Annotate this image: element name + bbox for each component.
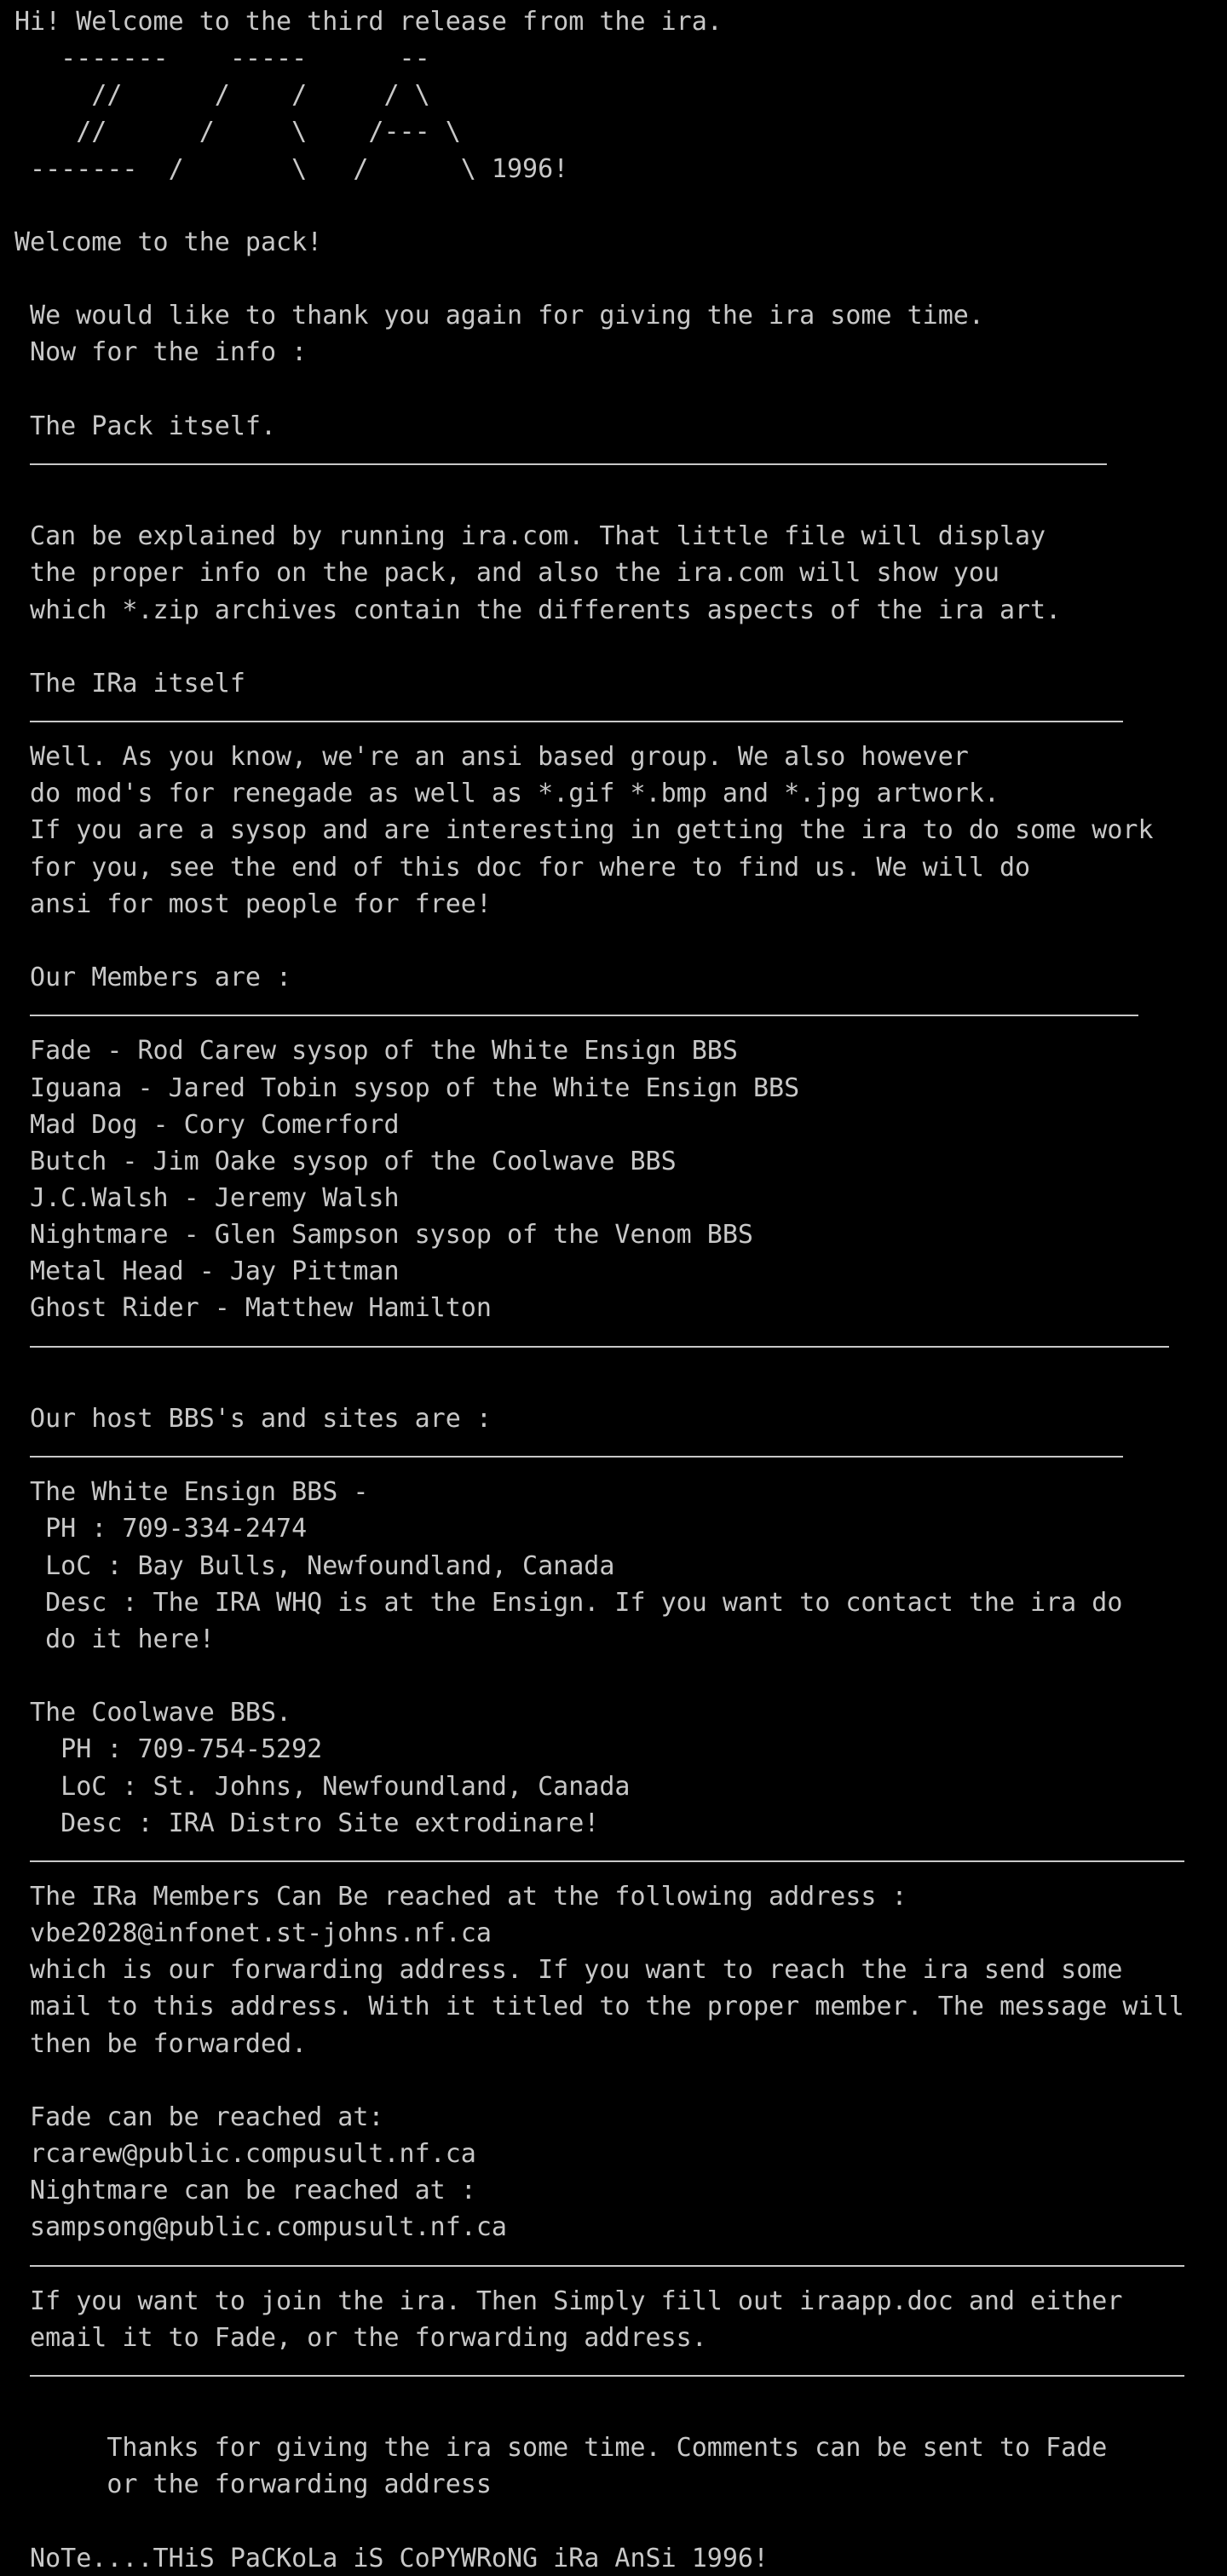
blank-line: [14, 1658, 1184, 1694]
text-line: The IRa itself: [14, 668, 245, 699]
blank-line: [14, 923, 1184, 959]
text-line: Metal Head - Jay Pittman: [14, 1256, 400, 1287]
text-line: do mod's for renegade as well as *.gif *.bmp and *.jpg artwork.: [14, 779, 999, 809]
text-line: Nightmare - Glen Sampson sysop of the Venom BBS: [14, 1220, 753, 1251]
blank-line: [14, 2393, 1184, 2429]
text-line: NoTe....THiS PaCKoLa iS CoPYWRoNG iRa AnSi 1996!: [14, 2543, 769, 2573]
separator-line: [14, 1437, 1184, 1474]
blank-line: [14, 261, 1184, 297]
text-line: Nightmare can be reached at :: [14, 2176, 476, 2206]
text-line: or the forwarding address: [14, 2470, 492, 2500]
text-line: // / \ /--- \: [14, 117, 461, 147]
text-line: rcarew@public.compusult.nf.ca: [14, 2139, 476, 2170]
text-line: Iguana - Jared Tobin sysop of the White Ensign BBS: [14, 1072, 800, 1103]
blank-line: [14, 629, 1184, 665]
text-line: Well. As you know, we're an ansi based group. We also however: [14, 742, 969, 773]
text-line: Thanks for giving the ira some time. Comments can be sent to Fade: [14, 2433, 1108, 2464]
separator-line: [14, 1842, 1184, 1878]
blank-line: [14, 187, 1184, 224]
text-line: which *.zip archives contain the differents aspects of the ira art.: [14, 595, 1062, 625]
text-line: mail to this address. With it titled to the proper member. The message will: [14, 1992, 1184, 2022]
separator-text: [14, 1842, 1184, 1878]
text-line: Our Members are :: [14, 963, 292, 993]
text-line: ------- / \ / \ 1996!: [14, 153, 569, 184]
blank-line: [14, 481, 1184, 518]
text-line: the proper info on the pack, and also the ira.com will show you: [14, 558, 999, 589]
text-line: ansi for most people for free!: [14, 888, 492, 919]
separator-line: [14, 996, 1184, 1032]
separator-text: [14, 702, 1122, 739]
separator-text: [14, 2246, 1184, 2283]
text-line: Can be explained by running ira.com. That little file will display: [14, 521, 1046, 552]
text-line: Fade can be reached at:: [14, 2102, 384, 2132]
separator-text: [14, 2356, 1184, 2393]
separator-text: [14, 996, 1138, 1032]
text-line: vbe2028@infonet.st-johns.nf.ca: [14, 1918, 492, 1949]
separator-text: [14, 445, 1107, 481]
blank-line: [14, 2504, 1184, 2540]
blank-line: [14, 2062, 1184, 2099]
text-line: If you are a sysop and are interesting in getting the ira to do some work: [14, 815, 1154, 846]
text-line: Hi! Welcome to the third release from the ira.: [14, 7, 723, 37]
text-line: The Pack itself.: [14, 411, 277, 441]
separator-line: [14, 2356, 1184, 2393]
separator-text: [14, 1437, 1122, 1474]
separator-text: [14, 1327, 1169, 1364]
text-line: for you, see the end of this doc for where to find us. We will do: [14, 852, 1031, 883]
text-line: PH : 709-754-5292: [14, 1734, 323, 1765]
text-line: Our host BBS's and sites are :: [14, 1403, 492, 1434]
text-line: We would like to thank you again for giving the ira some time.: [14, 301, 984, 331]
text-line: PH : 709-334-2474: [14, 1514, 308, 1544]
text-line: Ghost Rider - Matthew Hamilton: [14, 1293, 492, 1324]
text-line: If you want to join the ira. Then Simply fill out iraapp.doc and either: [14, 2286, 1123, 2316]
text-line: Welcome to the pack!: [14, 227, 323, 257]
blank-line: [14, 371, 1184, 408]
text-line: then be forwarded.: [14, 2028, 308, 2059]
text-line: LoC : Bay Bulls, Newfoundland, Canada: [14, 1550, 615, 1581]
text-line: Now for the info :: [14, 337, 308, 368]
text-line: ------- ----- --: [14, 43, 430, 74]
text-line: J.C.Walsh - Jeremy Walsh: [14, 1183, 400, 1213]
text-line: Fade - Rod Carew sysop of the White Ensign BBS: [14, 1036, 738, 1067]
text-screen: [14, 3, 1184, 2576]
text-line: LoC : St. Johns, Newfoundland, Canada: [14, 1771, 631, 1802]
text-line: Butch - Jim Oake sysop of the Coolwave BBS: [14, 1146, 677, 1176]
text-line: do it here!: [14, 1624, 215, 1654]
text-line: Desc : The IRA WHQ is at the Ensign. If you want to contact the ira do: [14, 1587, 1123, 1618]
text-line: email it to Fade, or the forwarding address.: [14, 2322, 707, 2353]
text-line: The Coolwave BBS.: [14, 1698, 292, 1728]
blank-line: [14, 1364, 1184, 1400]
text-line: which is our forwarding address. If you want to reach the ira send some: [14, 1955, 1123, 1986]
text-line: The IRa Members Can Be reached at the following address :: [14, 1881, 907, 1912]
separator-line: [14, 1327, 1184, 1364]
text-line: The White Ensign BBS -: [14, 1477, 369, 1508]
text-line: Mad Dog - Cory Comerford: [14, 1109, 400, 1140]
text-line: // / / / \: [14, 80, 430, 111]
separator-line: [14, 2246, 1184, 2283]
separator-line: [14, 445, 1184, 481]
separator-line: [14, 702, 1184, 739]
text-line: Desc : IRA Distro Site extrodinare!: [14, 1808, 600, 1838]
text-line: sampsong@public.compusult.nf.ca: [14, 2212, 507, 2243]
